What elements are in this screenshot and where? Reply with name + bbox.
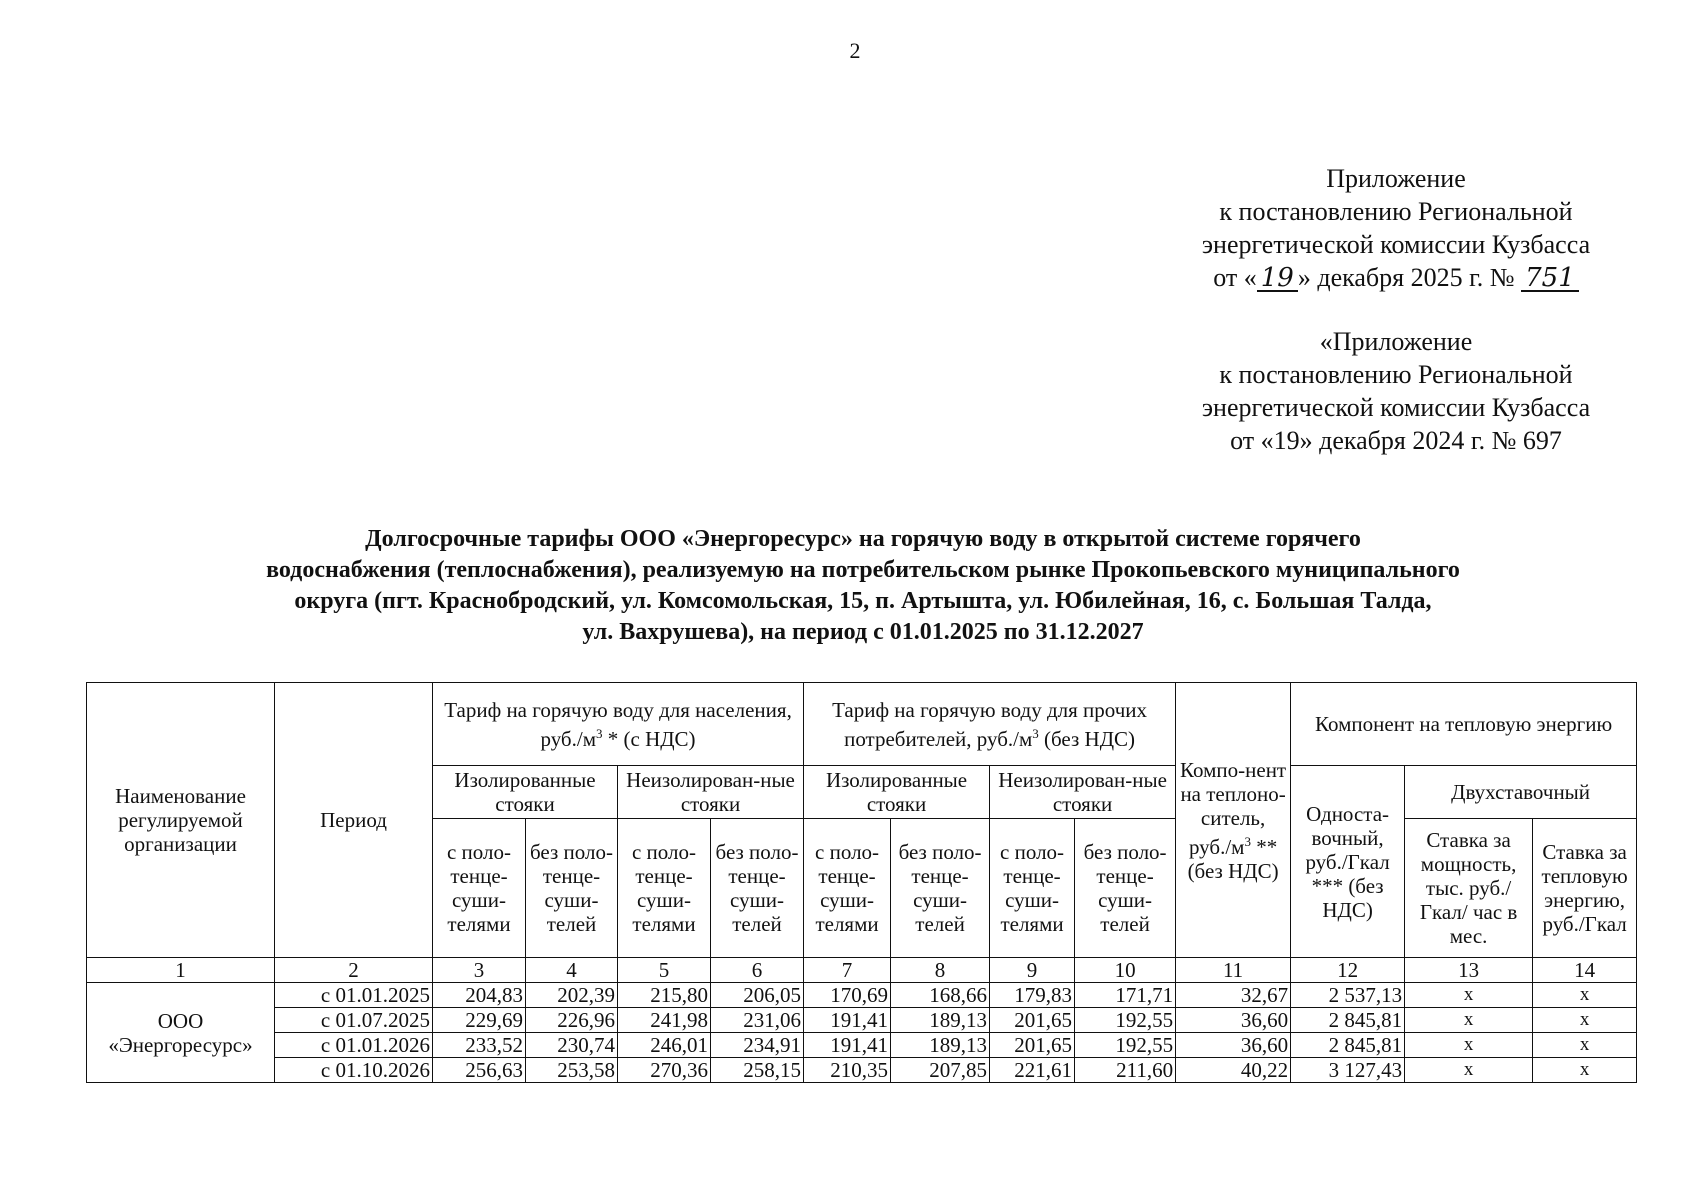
column-number: 14 (1533, 958, 1637, 983)
cell: 32,67 (1176, 983, 1291, 1008)
appendix-new-line2: к постановлению Региональной (1219, 197, 1573, 226)
cell: 189,13 (891, 1033, 990, 1058)
cell: 256,63 (433, 1058, 526, 1083)
column-number: 12 (1291, 958, 1405, 983)
cell: 234,91 (711, 1033, 804, 1058)
header-nonisolated-other: Неизолирован-ные стояки (990, 766, 1176, 819)
handwritten-day: 19 (1257, 266, 1298, 292)
cell: 192,55 (1075, 1008, 1176, 1033)
header-isolated-pop: Изолированные стояки (433, 766, 618, 819)
header-with-towel: с поло-тенце-суши-телями (433, 819, 526, 958)
header-without-towel: без поло-тенце-суши-телей (891, 819, 990, 958)
column-number: 2 (275, 958, 433, 983)
header-without-towel: без поло-тенце-суши-телей (711, 819, 804, 958)
column-number: 1 (87, 958, 275, 983)
column-number: 10 (1075, 958, 1176, 983)
cell: x (1533, 1008, 1637, 1033)
header-two-part: Двухставочный (1405, 766, 1637, 819)
column-number: 11 (1176, 958, 1291, 983)
column-number: 13 (1405, 958, 1533, 983)
column-number: 8 (891, 958, 990, 983)
column-number: 4 (526, 958, 618, 983)
header-period: Период (275, 683, 433, 958)
header-tariff-population: Тариф на горячую воду для населения, $руб./м^3 * (с$ НДС) (433, 683, 804, 766)
cell: 210,35 (804, 1058, 891, 1083)
header-without-towel: без поло-тенце-суши-телей (526, 819, 618, 958)
row-period: с 01.01.2026 (275, 1033, 433, 1058)
cell: 2 845,81 (1291, 1008, 1405, 1033)
cell: x (1405, 1033, 1533, 1058)
appendix-old-line2: к постановлению Региональной (1219, 360, 1573, 389)
cell: 204,83 (433, 983, 526, 1008)
appendix-old-line3: энергетической комиссии Кузбасса (1201, 393, 1591, 422)
column-number: 7 (804, 958, 891, 983)
cell: 3 127,43 (1291, 1058, 1405, 1083)
cell: 189,13 (891, 1008, 990, 1033)
header-nonisolated-pop: Неизолирован-ные стояки (618, 766, 804, 819)
cell: 36,60 (1176, 1033, 1291, 1058)
cell: 40,22 (1176, 1058, 1291, 1083)
cell: 230,74 (526, 1033, 618, 1058)
title-line2: водоснабжения (теплоснабжения), реализуемую на потребительском рынке Прокопьевского муниципального (266, 557, 1460, 583)
column-number: 9 (990, 958, 1075, 983)
header-with-towel: с поло-тенце-суши-телями (990, 819, 1075, 958)
cell: 229,69 (433, 1008, 526, 1033)
header-organization: Наименование регулируемой организации (87, 683, 275, 958)
cell: x (1533, 1058, 1637, 1083)
table-row (87, 1058, 1637, 1083)
appendix-new-block (1186, 162, 1606, 294)
column-number: 6 (711, 958, 804, 983)
cell: 192,55 (1075, 1033, 1176, 1058)
header-tariff-other: Тариф на горячую воду для прочих потребителей, $руб./м^3$ (без НДС) (804, 683, 1176, 766)
cell: 202,39 (526, 983, 618, 1008)
organization-name: ООО «Энергоресурс» (87, 983, 275, 1083)
header-with-towel: с поло-тенце-суши-телями (618, 819, 711, 958)
column-numbers-row (87, 958, 1637, 983)
cell: x (1405, 983, 1533, 1008)
cell: 246,01 (618, 1033, 711, 1058)
date-mid: » декабря 2025 г. № (1297, 263, 1515, 292)
cell: 221,61 (990, 1058, 1075, 1083)
cell: 170,69 (804, 983, 891, 1008)
cell: 206,05 (711, 983, 804, 1008)
appendix-old-line4: от «19» декабря 2024 г. № 697 (1230, 426, 1562, 455)
cell: 2 845,81 (1291, 1033, 1405, 1058)
appendix-new-line1: Приложение (1326, 164, 1466, 193)
appendix-new-date (1186, 261, 1606, 294)
table-row (87, 1008, 1637, 1033)
header-capacity-rate: Ставка за мощность, тыс. руб./ Гкал/ час в мес. (1405, 819, 1533, 958)
title-line4: ул. Вахрушева), на период с 01.01.2025 по 31.12.2027 (582, 619, 1144, 645)
cell: 201,65 (990, 1033, 1075, 1058)
document-title (87, 524, 1639, 648)
header-energy-rate: Ставка за тепловую энергию, руб./Гкал (1533, 819, 1637, 958)
cell: x (1405, 1058, 1533, 1083)
cell: 231,06 (711, 1008, 804, 1033)
column-number: 5 (618, 958, 711, 983)
header-carrier-component: Компо-нент на теплоно-ситель, $руб./м^3 ** (без$ НДС) (1176, 683, 1291, 958)
cell: 215,80 (618, 983, 711, 1008)
header-with-towel: с поло-тенце-суши-телями (804, 819, 891, 958)
page-number: 2 (849, 38, 861, 63)
cell: 226,96 (526, 1008, 618, 1033)
title-line3: округа (пгт. Краснобродский, ул. Комсомольская, 15, п. Артышта, ул. Юбилейная, 16, с. Большая Талда, (294, 588, 1432, 614)
header-one-part: Односта-вочный, руб./Гкал *** (без НДС) (1291, 766, 1405, 958)
cell: 258,15 (711, 1058, 804, 1083)
cell: 241,98 (618, 1008, 711, 1033)
title-line1: Долгосрочные тарифы ООО «Энергоресурс» на горячую воду в открытой системе горячего (365, 526, 1361, 552)
appendix-old-block (1186, 325, 1606, 457)
cell: 253,58 (526, 1058, 618, 1083)
header-without-towel: без поло-тенце-суши-телей (1075, 819, 1176, 958)
cell: x (1533, 1033, 1637, 1058)
handwritten-number: 751 (1521, 266, 1579, 292)
header-heat-component: Компонент на тепловую энергию (1291, 683, 1637, 766)
cell: 201,65 (990, 1008, 1075, 1033)
cell: 211,60 (1075, 1058, 1176, 1083)
cell: 270,36 (618, 1058, 711, 1083)
row-period: с 01.07.2025 (275, 1008, 433, 1033)
date-prefix: от « (1213, 263, 1257, 292)
table-row (87, 983, 1637, 1008)
cell: 36,60 (1176, 1008, 1291, 1033)
cell: 171,71 (1075, 983, 1176, 1008)
row-period: с 01.10.2026 (275, 1058, 433, 1083)
cell: 191,41 (804, 1033, 891, 1058)
table-row (87, 1033, 1637, 1058)
row-period: с 01.01.2025 (275, 983, 433, 1008)
column-number: 3 (433, 958, 526, 983)
cell: 233,52 (433, 1033, 526, 1058)
cell: 179,83 (990, 983, 1075, 1008)
cell: x (1405, 1008, 1533, 1033)
cell: 168,66 (891, 983, 990, 1008)
appendix-old-line1: «Приложение (1319, 327, 1473, 356)
cell: 207,85 (891, 1058, 990, 1083)
tariff-table (86, 682, 1637, 1083)
header-isolated-other: Изолированные стояки (804, 766, 990, 819)
cell: 2 537,13 (1291, 983, 1405, 1008)
appendix-new-line3: энергетической комиссии Кузбасса (1201, 230, 1591, 259)
cell: 191,41 (804, 1008, 891, 1033)
cell: x (1533, 983, 1637, 1008)
